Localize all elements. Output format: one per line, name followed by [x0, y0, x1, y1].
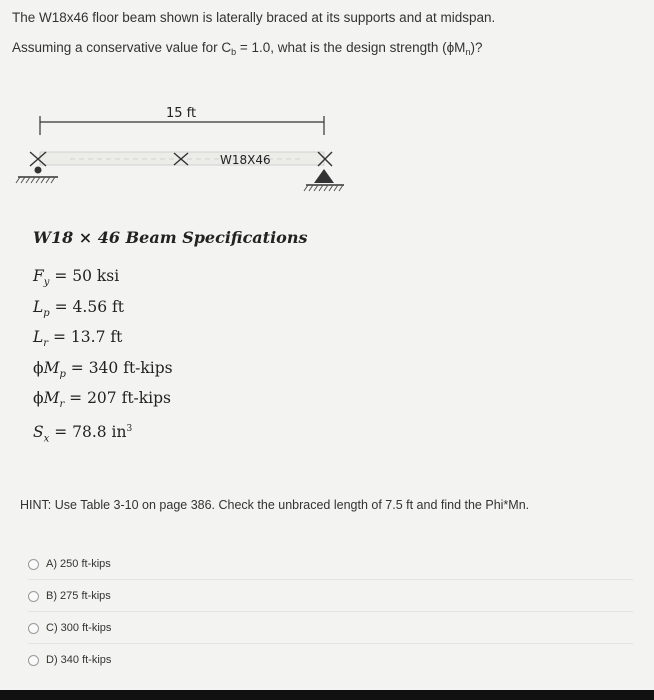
- question-text-part: )?: [470, 40, 483, 55]
- mn-subscript: n: [465, 47, 471, 57]
- lp-value: = 4.56 ft: [49, 297, 124, 316]
- left-support-icon: [16, 167, 58, 184]
- radio-button-b[interactable]: [28, 591, 39, 602]
- spec-sx: $S_x = 78.8$ $in^3$: [33, 422, 133, 444]
- spec-phi-mr: $\phi M_r = 207$ ft-kips: [33, 389, 172, 411]
- spec-fy: $F_y = 50$ ksi: [33, 267, 120, 289]
- phi-mr-value: = 207 ft-kips: [64, 389, 172, 407]
- cb-subscript: b: [231, 47, 237, 57]
- answer-options: [28, 548, 111, 676]
- beam-diagram: [0, 95, 380, 215]
- radio-button-a[interactable]: [28, 559, 39, 570]
- radio-button-d[interactable]: [28, 655, 39, 666]
- option-d-label: D) 340 ft-kips: [46, 654, 112, 666]
- sx-exponent: 3: [126, 423, 133, 434]
- sx-value: = 78.8 in: [49, 422, 127, 441]
- divider: [28, 643, 633, 644]
- specs-title: W18 × 46 Beam Specifications: [33, 228, 308, 247]
- option-d[interactable]: [28, 644, 111, 676]
- divider: [28, 611, 633, 612]
- hint-text: HINT: Use Table 3-10 on page 386. Check the unbraced length of 7.5 ft and find the Phi*Mn.: [20, 498, 530, 512]
- span-label: 15 ft: [166, 106, 197, 121]
- divider: [28, 579, 633, 580]
- spec-lr: $L_r = 13.7$ ft: [33, 328, 123, 350]
- lr-value: = 13.7 ft: [48, 328, 123, 346]
- bottom-edge: [0, 690, 654, 700]
- question-text-line-2: [12, 40, 482, 57]
- option-b[interactable]: [28, 580, 111, 612]
- question-text-line-1: The W18x46 floor beam shown is laterally braced at its supports and at midspan.: [12, 10, 496, 25]
- beam-specifications: [33, 228, 307, 444]
- option-c-label: C) 300 ft-kips: [46, 622, 112, 634]
- spec-phi-mp: $\phi M_p = 340$ ft-kips: [33, 358, 173, 380]
- radio-button-c[interactable]: [28, 623, 39, 634]
- spec-lp: $L_p = 4.56$ ft: [33, 297, 124, 319]
- question-text-part: Assuming a conservative value for C: [12, 40, 232, 55]
- phi-mp-value: = 340 ft-kips: [65, 358, 173, 377]
- beam-label: W18X46: [220, 153, 271, 167]
- option-a[interactable]: [28, 548, 111, 580]
- fy-value: = 50 ksi: [49, 267, 120, 285]
- option-b-label: B) 275 ft-kips: [46, 590, 111, 602]
- right-support-icon: [304, 169, 344, 191]
- option-c[interactable]: [28, 612, 111, 644]
- option-a-label: A) 250 ft-kips: [46, 558, 111, 570]
- question-text-part: = 1.0, what is the design strength (ϕM: [236, 40, 466, 55]
